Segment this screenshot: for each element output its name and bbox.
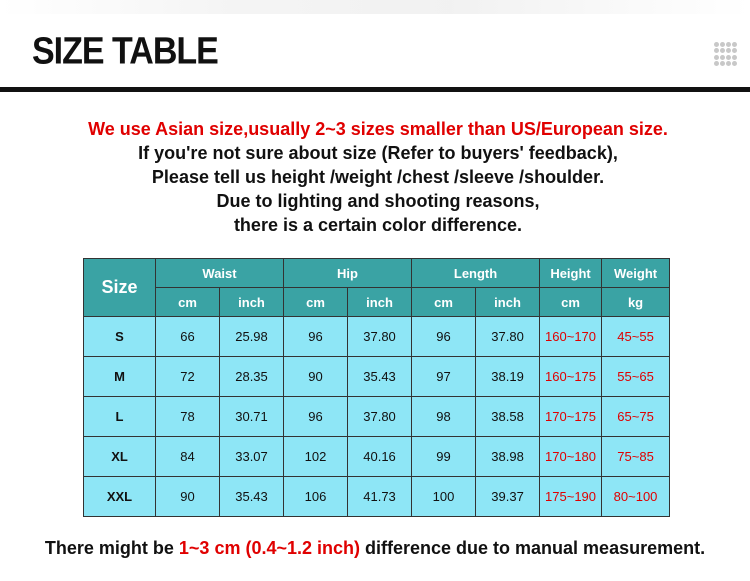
length-cm-cell: 97 xyxy=(412,357,476,397)
table-row-l xyxy=(84,397,670,437)
waist-cm-cell: 90 xyxy=(156,477,220,517)
height-cell: 160~175 xyxy=(540,357,602,397)
length-inch-cell: 38.98 xyxy=(476,437,540,477)
size-table xyxy=(83,258,670,517)
size-cell: XL xyxy=(84,437,156,477)
notes-line-lighting: Due to lighting and shooting reasons, xyxy=(216,191,540,211)
hip-cm-cell: 102 xyxy=(284,437,348,477)
hip-cm-cell: 96 xyxy=(284,397,348,437)
page-title: SIZE TABLE xyxy=(32,30,218,73)
weight-cell: 55~65 xyxy=(602,357,670,397)
hip-inch-cell: 35.43 xyxy=(348,357,412,397)
table-row-m xyxy=(84,357,670,397)
waist-cm-cell: 72 xyxy=(156,357,220,397)
height-cm-unit: cm xyxy=(540,288,602,317)
size-cell: S xyxy=(84,317,156,357)
waist-inch-cell: 30.71 xyxy=(220,397,284,437)
hip-inch-cell: 37.80 xyxy=(348,317,412,357)
grid-dots-icon xyxy=(714,42,738,66)
height-cell: 160~170 xyxy=(540,317,602,357)
waist-inch-cell: 25.98 xyxy=(220,317,284,357)
weight-cell: 80~100 xyxy=(602,477,670,517)
length-inch-unit: inch xyxy=(476,288,540,317)
weight-cell: 75~85 xyxy=(602,437,670,477)
length-cm-cell: 96 xyxy=(412,317,476,357)
table-row-s xyxy=(84,317,670,357)
size-notes xyxy=(0,117,750,237)
hip-inch-unit: inch xyxy=(348,288,412,317)
disclaimer-suffix: difference due to manual measurement. xyxy=(360,538,706,558)
notes-line-color-difference: there is a certain color difference. xyxy=(233,215,523,235)
size-cell: L xyxy=(84,397,156,437)
length-cm-cell: 98 xyxy=(412,397,476,437)
height-cell: 170~175 xyxy=(540,397,602,437)
hip-cm-cell: 90 xyxy=(284,357,348,397)
table-row-xl xyxy=(84,437,670,477)
size-cell: XXL xyxy=(84,477,156,517)
notes-line-asian-size: We use Asian size,usually 2~3 sizes smaller than US/European size. xyxy=(88,119,668,139)
waist-cm-cell: 78 xyxy=(156,397,220,437)
length-cm-cell: 99 xyxy=(412,437,476,477)
waist-inch-cell: 35.43 xyxy=(220,477,284,517)
size-cell: M xyxy=(84,357,156,397)
size-column-header: Size xyxy=(84,259,156,317)
height-header: Height xyxy=(540,259,602,288)
measurement-disclaimer xyxy=(0,538,750,559)
length-header: Length xyxy=(412,259,540,288)
weight-kg-unit: kg xyxy=(602,288,670,317)
waist-inch-cell: 33.07 xyxy=(220,437,284,477)
hip-cm-unit: cm xyxy=(284,288,348,317)
height-cell: 175~190 xyxy=(540,477,602,517)
length-inch-cell: 38.19 xyxy=(476,357,540,397)
disclaimer-prefix: There might be xyxy=(44,538,179,558)
table-row-xxl xyxy=(84,477,670,517)
length-cm-unit: cm xyxy=(412,288,476,317)
weight-cell: 65~75 xyxy=(602,397,670,437)
notes-line-measurements: Please tell us height /weight /chest /sleeve /shoulder. xyxy=(151,167,605,187)
waist-inch-cell: 28.35 xyxy=(220,357,284,397)
top-fade-band xyxy=(0,0,750,14)
length-inch-cell: 38.58 xyxy=(476,397,540,437)
hip-cm-cell: 96 xyxy=(284,317,348,357)
disclaimer-range: 1~3 cm (0.4~1.2 inch) xyxy=(178,538,361,558)
length-inch-cell: 37.80 xyxy=(476,317,540,357)
hip-inch-cell: 40.16 xyxy=(348,437,412,477)
hip-inch-cell: 41.73 xyxy=(348,477,412,517)
waist-inch-unit: inch xyxy=(220,288,284,317)
length-inch-cell: 39.37 xyxy=(476,477,540,517)
waist-header: Waist xyxy=(156,259,284,288)
waist-cm-cell: 66 xyxy=(156,317,220,357)
length-cm-cell: 100 xyxy=(412,477,476,517)
weight-header: Weight xyxy=(602,259,670,288)
weight-cell: 45~55 xyxy=(602,317,670,357)
hip-cm-cell: 106 xyxy=(284,477,348,517)
waist-cm-unit: cm xyxy=(156,288,220,317)
header-divider xyxy=(0,87,750,92)
height-cell: 170~180 xyxy=(540,437,602,477)
notes-line-feedback: If you're not sure about size (Refer to buyers' feedback), xyxy=(138,143,618,163)
hip-inch-cell: 37.80 xyxy=(348,397,412,437)
hip-header: Hip xyxy=(284,259,412,288)
waist-cm-cell: 84 xyxy=(156,437,220,477)
